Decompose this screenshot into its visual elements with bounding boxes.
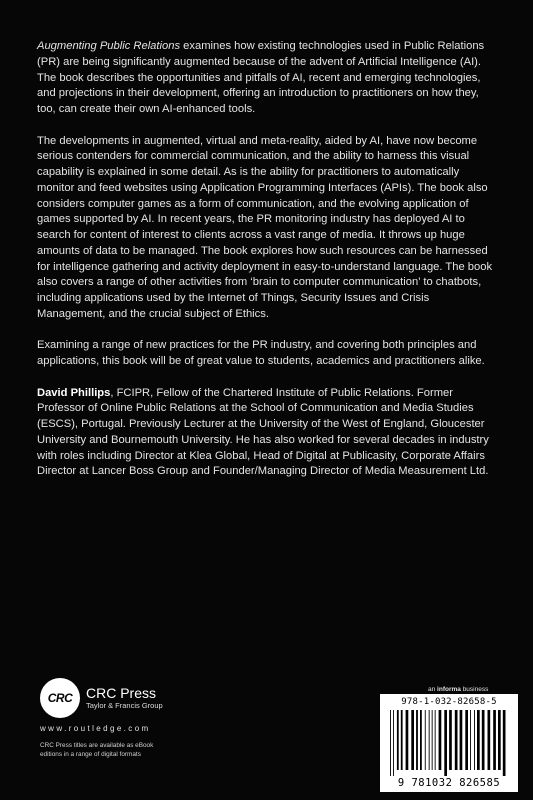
barcode-bar (435, 710, 436, 770)
barcode-bar (455, 710, 458, 770)
informa-business-tag (428, 686, 488, 693)
description-paragraph-2: The developments in augmented, virtual and meta-reality, aided by AI, have now become serious contenders for commercial communication, and the ability to harness this visual capability is explained in some detail. As is the ability for practitioners to automatically monitor and feed websites using Application Programming Interfaces (APIs). The book also considers computer games as a form of communication, and the evolving application of games supported by AI. In recent years, the PR monitoring industry has deployed AI to search for content of interest to clients across a vast range of media. It throws up huge amounts of data to be managed. The book explores how such resources can be harnessed for intelligence gathering and activity deployment in easy-to-understand language. The book also covers a range of other activities from ‘brain to computer communication’ to chatbots, including applications used by the Internet of Things, Security Issues and Crisis Management, and the crucial subject of Ethics. (37, 134, 493, 320)
book-title: Augmenting Public Relations (37, 40, 181, 52)
ean-digits: 9 781032 826585 (397, 777, 501, 789)
barcode-bar (474, 710, 475, 770)
barcode-bar (401, 710, 403, 770)
publisher-website: www.routledge.com (40, 724, 151, 733)
barcode-bar (470, 710, 471, 770)
barcode-bar (406, 710, 409, 770)
barcode-bar (503, 710, 506, 776)
barcode-bar (498, 710, 501, 770)
barcode-bar (432, 710, 433, 770)
author-bio (37, 386, 499, 481)
barcode-bar (493, 710, 496, 770)
informa-name: informa (437, 686, 461, 693)
barcode-bar (449, 710, 452, 770)
crc-logo-icon: CRC (40, 678, 80, 718)
barcode-bar (460, 710, 463, 770)
informa-suffix: business (460, 686, 489, 693)
barcode-bar (465, 710, 468, 770)
barcode-bar (444, 710, 447, 776)
author-name: David Phillips (37, 386, 111, 399)
barcode-bar (477, 710, 480, 770)
book-description (37, 39, 499, 496)
barcode-bar (416, 710, 418, 770)
barcode-bar (390, 710, 391, 776)
barcode-bar (488, 710, 491, 770)
isbn-barcode (380, 694, 518, 792)
description-paragraph-3: Examining a range of new practices for the PR industry, and covering both principles and applications, this book will be of great value to students, academics and practitioners alike. (37, 339, 485, 367)
barcode-bars (388, 710, 510, 780)
publisher-name: CRC Press (86, 685, 157, 701)
barcode-bar (429, 710, 430, 770)
description-paragraph-1-text: examines how existing technologies used in Public Relations (PR) are being significantly augmented because of the advent of Artificial Intelligence (AI). The book describes the opportunities and pitfalls of AI, recent and emerging technologies, and projections in their development, offering an introduction to practitioners on how they, too, can create their own AI-enhanced tools. (37, 40, 485, 115)
barcode-bar (393, 710, 394, 776)
informa-prefix: an (428, 686, 438, 693)
publisher-logo (40, 678, 260, 718)
barcode-bar (425, 710, 426, 770)
publisher-group: Taylor & Francis Group (86, 701, 163, 710)
barcode-bar (411, 710, 414, 770)
barcode-bar (439, 710, 442, 770)
ebook-note: CRC Press titles are available as eBook editions in a range of digital formats (40, 742, 154, 758)
barcode-bar (420, 710, 422, 770)
isbn-number: 978-1-032-82658-5 (401, 697, 497, 707)
description-paragraph-1 (37, 39, 499, 118)
publisher-block (40, 678, 260, 759)
publisher-wordmark (86, 685, 163, 711)
barcode-bar (482, 710, 485, 770)
barcode-bar (397, 710, 399, 770)
author-bio-text: , FCIPR, Fellow of the Chartered Institute of Public Relations. Former Professor of Online Public Relations at the School of Communication and Media Studies (ESCS), Portugal. Previously Lecturer at the University of the West of England, Gloucester University and Bournemouth University. He has also worked for several decades in industry with roles including Director at Klea Global, Head of Digital at Publicasity, Corporate Affairs Director at Lancer Boss Group and Founder/Managing Director of Media Measurement Ltd. (37, 386, 489, 478)
